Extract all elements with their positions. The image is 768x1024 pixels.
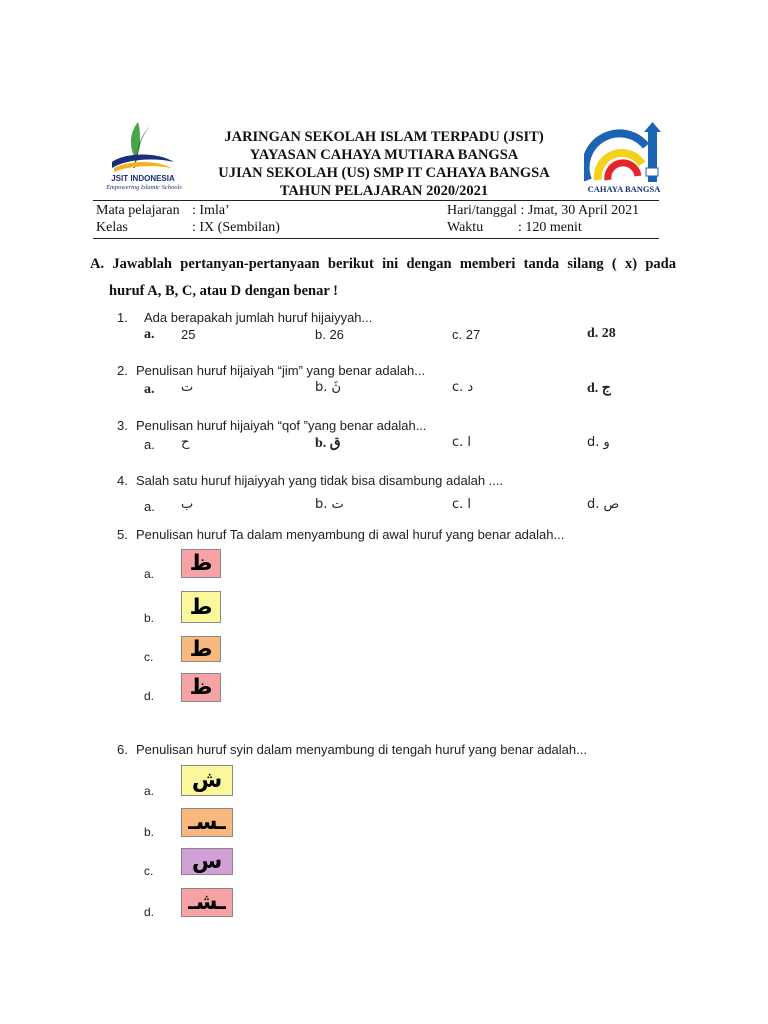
header-rule-bottom (93, 238, 659, 239)
jsit-name: JSIT INDONESIA (111, 174, 175, 183)
q4-text: Salah satu huruf hijaiyyah yang tidak bisa disambung adalah .... (136, 473, 504, 488)
q5-option-d-label[interactable]: d. (144, 689, 155, 703)
subject-label: Mata pelajaran (96, 203, 180, 218)
q5-text: Penulisan huruf Ta dalam menyambung di awal huruf yang benar adalah... (136, 527, 565, 542)
q1-option-b[interactable]: b. 26 (315, 327, 344, 342)
q6-option-b-label[interactable]: b. (144, 825, 155, 839)
time-value: : 120 menit (518, 220, 582, 235)
q5-option-b-label[interactable]: b. (144, 611, 155, 625)
q3-option-a-value: ح (181, 435, 190, 450)
q6-option-b-glyph[interactable]: ـسـ (181, 808, 233, 837)
q6-option-d-label[interactable]: d. (144, 905, 155, 919)
q5-option-b-glyph[interactable]: ط (181, 591, 221, 623)
class-value: : IX (Sembilan) (192, 220, 280, 235)
header-line-4: TAHUN PELAJARAN 2020/2021 (279, 183, 489, 199)
header-rule-top (93, 200, 659, 201)
q2-option-c[interactable]: c. د (452, 380, 474, 395)
jsit-tagline: Empowering Islamic Schools (106, 184, 182, 191)
q1-option-c[interactable]: c. 27 (452, 327, 481, 342)
q5-option-d-glyph[interactable]: ظ (181, 673, 221, 702)
subject-value: : Imla’ (192, 203, 230, 218)
q6-option-a-glyph[interactable]: ش (181, 765, 233, 796)
q1-number: 1. (117, 310, 128, 325)
q3-option-d[interactable]: d. و (587, 435, 610, 450)
q6-option-c-label[interactable]: c. (144, 864, 154, 878)
q5-option-c-glyph[interactable]: ط (181, 636, 221, 662)
q1-text: Ada berapakah jumlah huruf hijaiyyah... (144, 310, 373, 325)
q2-number: 2. (117, 363, 128, 378)
q5-option-c-label[interactable]: c. (144, 650, 154, 664)
q1-option-d[interactable]: d. 28 (587, 326, 616, 341)
q4-option-b[interactable]: b. ت (315, 497, 344, 512)
section-instruction-line-1: A. Jawablah pertanyan-pertanyaan berikut ini dengan memberi tanda silang ( x) pada (90, 256, 676, 272)
header-line-1: JARINGAN SEKOLAH ISLAM TERPADU (JSIT) (224, 129, 544, 145)
q3-text: Penulisan huruf hijaiyah “qof ”yang benar adalah... (136, 418, 427, 433)
class-label: Kelas (96, 220, 128, 235)
header-line-2: YAYASAN CAHAYA MUTIARA BANGSA (249, 147, 519, 163)
q6-option-d-glyph[interactable]: ـشـ (181, 888, 233, 917)
q4-option-d[interactable]: d. ص (587, 497, 620, 512)
q2-option-b[interactable]: b. ڽَ (315, 380, 342, 395)
q6-option-a-label[interactable]: a. (144, 784, 155, 798)
q1-option-a-label[interactable]: a. (144, 327, 155, 342)
q5-number: 5. (117, 527, 128, 542)
q6-option-c-glyph[interactable]: س (181, 848, 233, 875)
cahaya-bangsa-name: CAHAYA BANGSA (587, 184, 661, 194)
time-label: Waktu (447, 220, 484, 235)
q3-number: 3. (117, 418, 128, 433)
q3-option-b[interactable]: b. ق (315, 436, 341, 451)
q3-option-c[interactable]: c. ا (452, 435, 472, 450)
q2-option-d[interactable]: d. ج (587, 381, 611, 396)
q3-option-a-label[interactable]: a. (144, 437, 155, 452)
q2-option-a-label[interactable]: a. (144, 382, 155, 397)
q5-option-a-glyph[interactable]: ظ (181, 549, 221, 578)
q4-option-c[interactable]: c. ا (452, 497, 472, 512)
q6-number: 6. (117, 742, 128, 757)
section-instruction-line-2: huruf A, B, C, atau D dengan benar ! (109, 283, 338, 299)
header-line-3: UJIAN SEKOLAH (US) SMP IT CAHAYA BANGSA (218, 165, 550, 181)
q4-number: 4. (117, 473, 128, 488)
exam-date: Hari/tanggal : Jmat, 30 April 2021 (447, 203, 640, 218)
q4-option-a-value: ب (181, 497, 194, 512)
q6-text: Penulisan huruf syin dalam menyambung di tengah huruf yang benar adalah... (136, 742, 587, 757)
q4-option-a-label[interactable]: a. (144, 499, 155, 514)
q1-option-a-value: 25 (181, 327, 196, 342)
q2-option-a-value: ت (181, 380, 194, 395)
q2-text: Penulisan huruf hijaiyah “jim” yang benar adalah... (136, 363, 426, 378)
q5-option-a-label[interactable]: a. (144, 567, 155, 581)
